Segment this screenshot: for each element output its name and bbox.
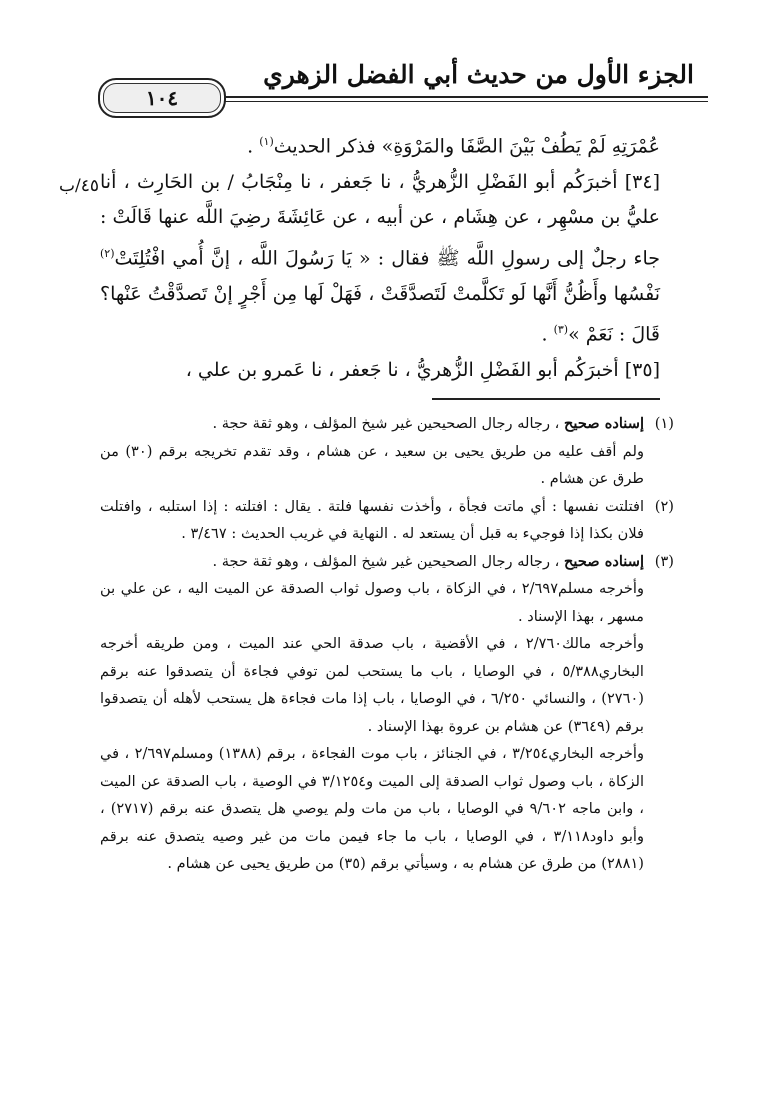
footnote-ref: (٣) (553, 323, 569, 337)
isnad-verdict: إسناده صحيح (564, 415, 644, 432)
isnad-verdict: إسناده صحيح (564, 552, 644, 570)
footnote-3: (٣) إسناده صحيح ، رجاله رجال الصحيحين غير شيخ المؤلف ، وهو ثقة حجة . وأخرجه مسلم٢/٦٩٧ ، في الزكاة ، باب وصول ثواب الصدقة عن الميت اليه ، عن علي بن مسهر ، بهذا الإسناد . وأخرجه مالك٢/٧٦٠ ، في الأقضية ، باب صدقة الحي عند الميت ، ومن طريقه أخرجه البخاري٥/٣٨٨ ، في الوصايا ، باب ما يستحب لمن توفي فجاءة أن يتصدقوا عنه برقم (٢٧٦٠) ، والنسائي ٦/٢٥٠ ، في الوصايا ، باب إذا مات فجاءة هل يستحب لأهله أن يتصدقوا برقم (٣٦٤٩) عن هشام بن عروة بهذا الإسناد . وأخرجه البخاري٣/٢٥٤ ، في الجنائز ، باب موت الفجاءة ، برقم (١٣٨٨) ومسلم٢/٦٩٧ ، في الزكاة ، باب وصول ثواب الصدقة إلى الميت و٣/١٢٥٤ في الوصية ، باب الصدقة عن الميت ، وابن ماجه ٩/٦٠٢ في الوصايا ، باب من مات ولم يوصي هل يتصدق عنه برقم (٢٧١٧) ، وأبو داود٣/١١٨ ، في الوصايا ، باب ما جاء فيمن مات من غير وصيه يتصدق عنه برقم (٢٨٨١) من طرق عن هشام به ، وسيأتي برقم (٣٥) من طريق يحيى عن هشام . (100, 548, 674, 878)
footnote-number: (١) (654, 415, 674, 432)
header-title: الجزء الأول من حديث أبي الفضل الزهري (263, 60, 694, 89)
footnote-1: (١) إسناده صحيح ، رجاله رجال الصحيحين غير شيخ المؤلف ، وهو ثقة حجة . ولم أقف عليه من طريق يحيى بن سعيد ، عن هشام ، وقد تقدم تخريجه برقم (٣٠) من طرق عن هشام . (100, 410, 674, 493)
footnote-2: (٢) افتلتت نفسها : أي ماتت فجأة ، وأخذت نفسها فلتة . يقال : افتلته : إذا استلبه ، وافتلت فلان بكذا إذا فوجيء به قبل أن يستعد له . النهاية في غريب الحديث : ٣/٤٦٧ . (100, 493, 674, 548)
page-number: ١٠٤ (145, 86, 179, 110)
header-rule (166, 96, 708, 98)
running-header (96, 52, 708, 110)
footnote-ref: (٢) (100, 246, 115, 260)
page-number-badge (98, 78, 226, 118)
footnotes (100, 410, 674, 878)
footnote-number: (٣) (654, 552, 674, 570)
hadith-35: [٣٥] أخبرَكُم أبو الفَضْلِ الزُّهريُّ ، نا جَعفر ، نا عَمرو بن علي ، (185, 358, 660, 381)
manuscript-folio-note: ٤٥/ب (59, 176, 99, 196)
hadith-34: [٣٤] أخبرَكُم أبو الفَضْلِ الزُّهريُّ ، نا جَعفر ، نا مِنْجَابُ / بن الحَارِث ، أنا عليُّ بن مسْهِر ، عن هِشَام ، عن أبيه ، عن عَائِشَةَ رضِيَ اللَّه عنها قَالَتْ : جاء رجلٌ إلى رسولِ اللَّه ﷺ فقال : « يَا رَسُولَ اللَّه ، إنَّ أُمي افْتُلِتَتْ$^{(٢)}$ نَفْسُها وأَظُنُّ أَنَّها لَو تَكلَّمتْ لَتَصدَّقَتْ ، فَهَلْ لَها مِن أَجْرٍ إنْ تَصدَّقْتُ عَنْها؟ قَالَ : نَعَمْ »$^{(٣)}$ . (100, 170, 661, 346)
header-rule-thin (166, 101, 708, 102)
footnote-ref: (١) (259, 135, 274, 148)
footnote-separator (432, 398, 660, 400)
main-text (100, 124, 660, 388)
footnote-number: (٢) (654, 497, 674, 515)
text-line-continuation: عُمْرَتِهِ لَمْ يَطُفْ بَيْنَ الصَّفَا والمَرْوَةِ» فذكر الحديث$^{(١)}$ . (247, 135, 660, 158)
